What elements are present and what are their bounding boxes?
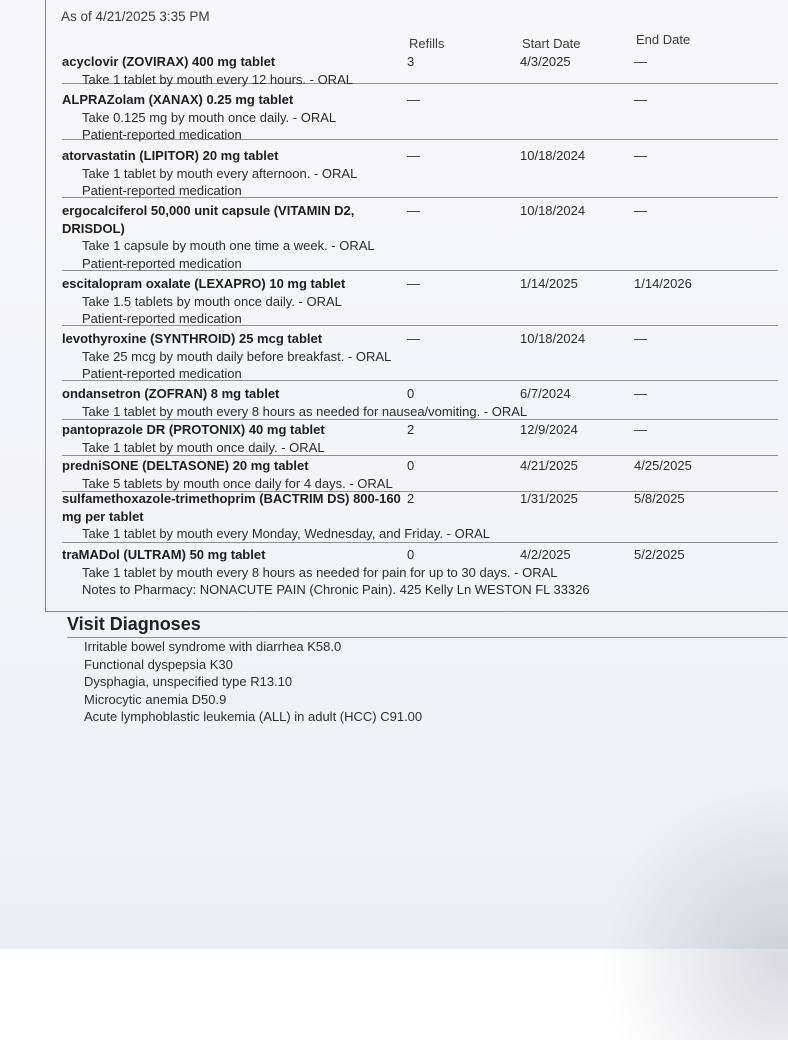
medication-row <box>62 91 778 140</box>
start-date-value: 1/14/2025 <box>520 276 578 291</box>
visit-diagnoses-title: Visit Diagnoses <box>67 614 787 638</box>
medication-name: ALPRAZolam (XANAX) 0.25 mg tablet <box>62 92 294 107</box>
medication-instruction: Take 1 tablet by mouth every Monday, Wednesday, and Friday. - ORAL <box>82 526 491 541</box>
medication-name: acyclovir (ZOVIRAX) 400 mg tablet <box>62 54 276 69</box>
end-date-value: — <box>634 92 647 107</box>
end-date-value: 1/14/2026 <box>634 276 692 291</box>
refills-value: — <box>407 331 420 346</box>
medication-row <box>62 202 778 271</box>
start-date-value: 1/31/2025 <box>520 491 578 506</box>
diagnosis-item: Microcytic anemia D50.9 <box>84 691 227 707</box>
medication-name: atorvastatin (LIPITOR) 20 mg tablet <box>62 148 279 163</box>
medication-name: ondansetron (ZOFRAN) 8 mg tablet <box>62 386 280 401</box>
medication-instruction: Take 1 tablet by mouth once daily. - ORAL <box>82 439 325 455</box>
refills-value: — <box>407 203 420 218</box>
end-date-value: 5/8/2025 <box>634 491 685 506</box>
refills-header: Refills <box>409 36 445 51</box>
refills-value: — <box>407 276 420 291</box>
refills-value: 3 <box>407 54 415 69</box>
start-date-value: 4/3/2025 <box>520 54 571 69</box>
end-date-value: — <box>634 148 647 163</box>
refills-value: 0 <box>407 458 415 473</box>
start-date-value: 12/9/2024 <box>520 422 578 437</box>
medication-name: predniSONE (DELTASONE) 20 mg tablet <box>62 458 309 473</box>
diagnosis-item: Dysphagia, unspecified type R13.10 <box>84 674 293 689</box>
medication-name: levothyroxine (SYNTHROID) 25 mcg tablet <box>62 331 323 346</box>
medication-row <box>62 53 778 87</box>
medication-instruction: Take 1 tablet by mouth every afternoon. - ORAL <box>82 165 358 181</box>
medication-instruction: Take 1.5 tablets by mouth once daily. - ORAL <box>82 293 342 309</box>
medication-row <box>62 147 778 198</box>
medication-row <box>62 457 778 492</box>
refills-value: — <box>407 92 420 107</box>
refills-value: 2 <box>407 422 415 437</box>
medication-note: Patient-reported medication <box>82 255 242 271</box>
medication-name: traMADol (ULTRAM) 50 mg tablet <box>62 547 266 562</box>
medication-name: ergocalciferol 50,000 unit capsule (VITAMIN D2, DRISDOL) <box>62 203 355 236</box>
end-date-value: 5/2/2025 <box>634 547 685 562</box>
refills-value: 0 <box>407 547 415 562</box>
end-date-value: — <box>634 386 647 401</box>
medication-instruction: Take 1 tablet by mouth every 8 hours as needed for nausea/vomiting. - ORAL <box>82 403 528 419</box>
medication-name: escitalopram oxalate (LEXAPRO) 10 mg tablet <box>62 276 346 291</box>
medication-instruction: Take 25 mcg by mouth daily before breakfast. - ORAL <box>82 348 392 364</box>
end-date-header: End Date <box>636 32 691 47</box>
refills-value: 2 <box>407 491 415 506</box>
medication-instruction: Take 5 tablets by mouth once daily for 4 days. - ORAL <box>82 475 393 491</box>
start-date-header: Start Date <box>522 36 581 51</box>
page-shadow <box>600 780 788 1040</box>
end-date-value: — <box>634 54 647 69</box>
start-date-value: 6/7/2024 <box>520 386 571 401</box>
medication-row <box>62 421 778 456</box>
pharmacy-notes: Notes to Pharmacy: NONACUTE PAIN (Chronic Pain). 425 Kelly Ln WESTON FL 33326 <box>82 582 590 597</box>
medication-note: Patient-reported medication <box>82 366 242 381</box>
medication-note: Patient-reported medication <box>82 183 242 198</box>
medication-row <box>62 490 778 543</box>
end-date-value: 4/25/2025 <box>634 458 692 473</box>
diagnosis-item: Acute lymphoblastic leukemia (ALL) in adult (HCC) C91.00 <box>84 709 423 724</box>
refills-value: — <box>407 148 420 163</box>
medication-instruction: Take 0.125 mg by mouth once daily. - ORAL <box>82 109 337 125</box>
as-of-timestamp: As of 4/21/2025 3:35 PM <box>61 9 210 24</box>
medication-row <box>62 330 778 381</box>
start-date-value: 10/18/2024 <box>520 148 586 163</box>
medication-name: pantoprazole DR (PROTONIX) 40 mg tablet <box>62 422 325 437</box>
diagnosis-item: Irritable bowel syndrome with diarrhea K58.0 <box>84 639 342 654</box>
medication-instruction: Take 1 tablet by mouth every 12 hours. - ORAL <box>82 71 353 87</box>
medication-note: Patient-reported medication <box>82 127 242 142</box>
end-date-value: — <box>634 331 647 346</box>
medication-instruction: Take 1 tablet by mouth every 8 hours as needed for pain for up to 30 days. - ORAL <box>82 564 558 580</box>
end-date-value: — <box>634 203 647 218</box>
medication-instruction: Take 1 capsule by mouth one time a week. - ORAL <box>82 238 375 253</box>
diagnosis-item: Functional dyspepsia K30 <box>84 656 233 672</box>
refills-value: 0 <box>407 386 415 401</box>
medication-row <box>62 546 778 602</box>
start-date-value: 10/18/2024 <box>520 203 586 218</box>
medication-note: Patient-reported medication <box>82 311 242 326</box>
medication-row <box>62 385 778 420</box>
visit-diagnoses-list <box>84 638 422 726</box>
start-date-value: 10/18/2024 <box>520 331 586 346</box>
medication-name: sulfamethoxazole-trimethoprim (BACTRIM DS) 800-160 mg per tablet <box>62 491 401 524</box>
end-date-value: — <box>634 422 647 437</box>
start-date-value: 4/2/2025 <box>520 547 571 562</box>
start-date-value: 4/21/2025 <box>520 458 578 473</box>
medication-row <box>62 275 778 326</box>
